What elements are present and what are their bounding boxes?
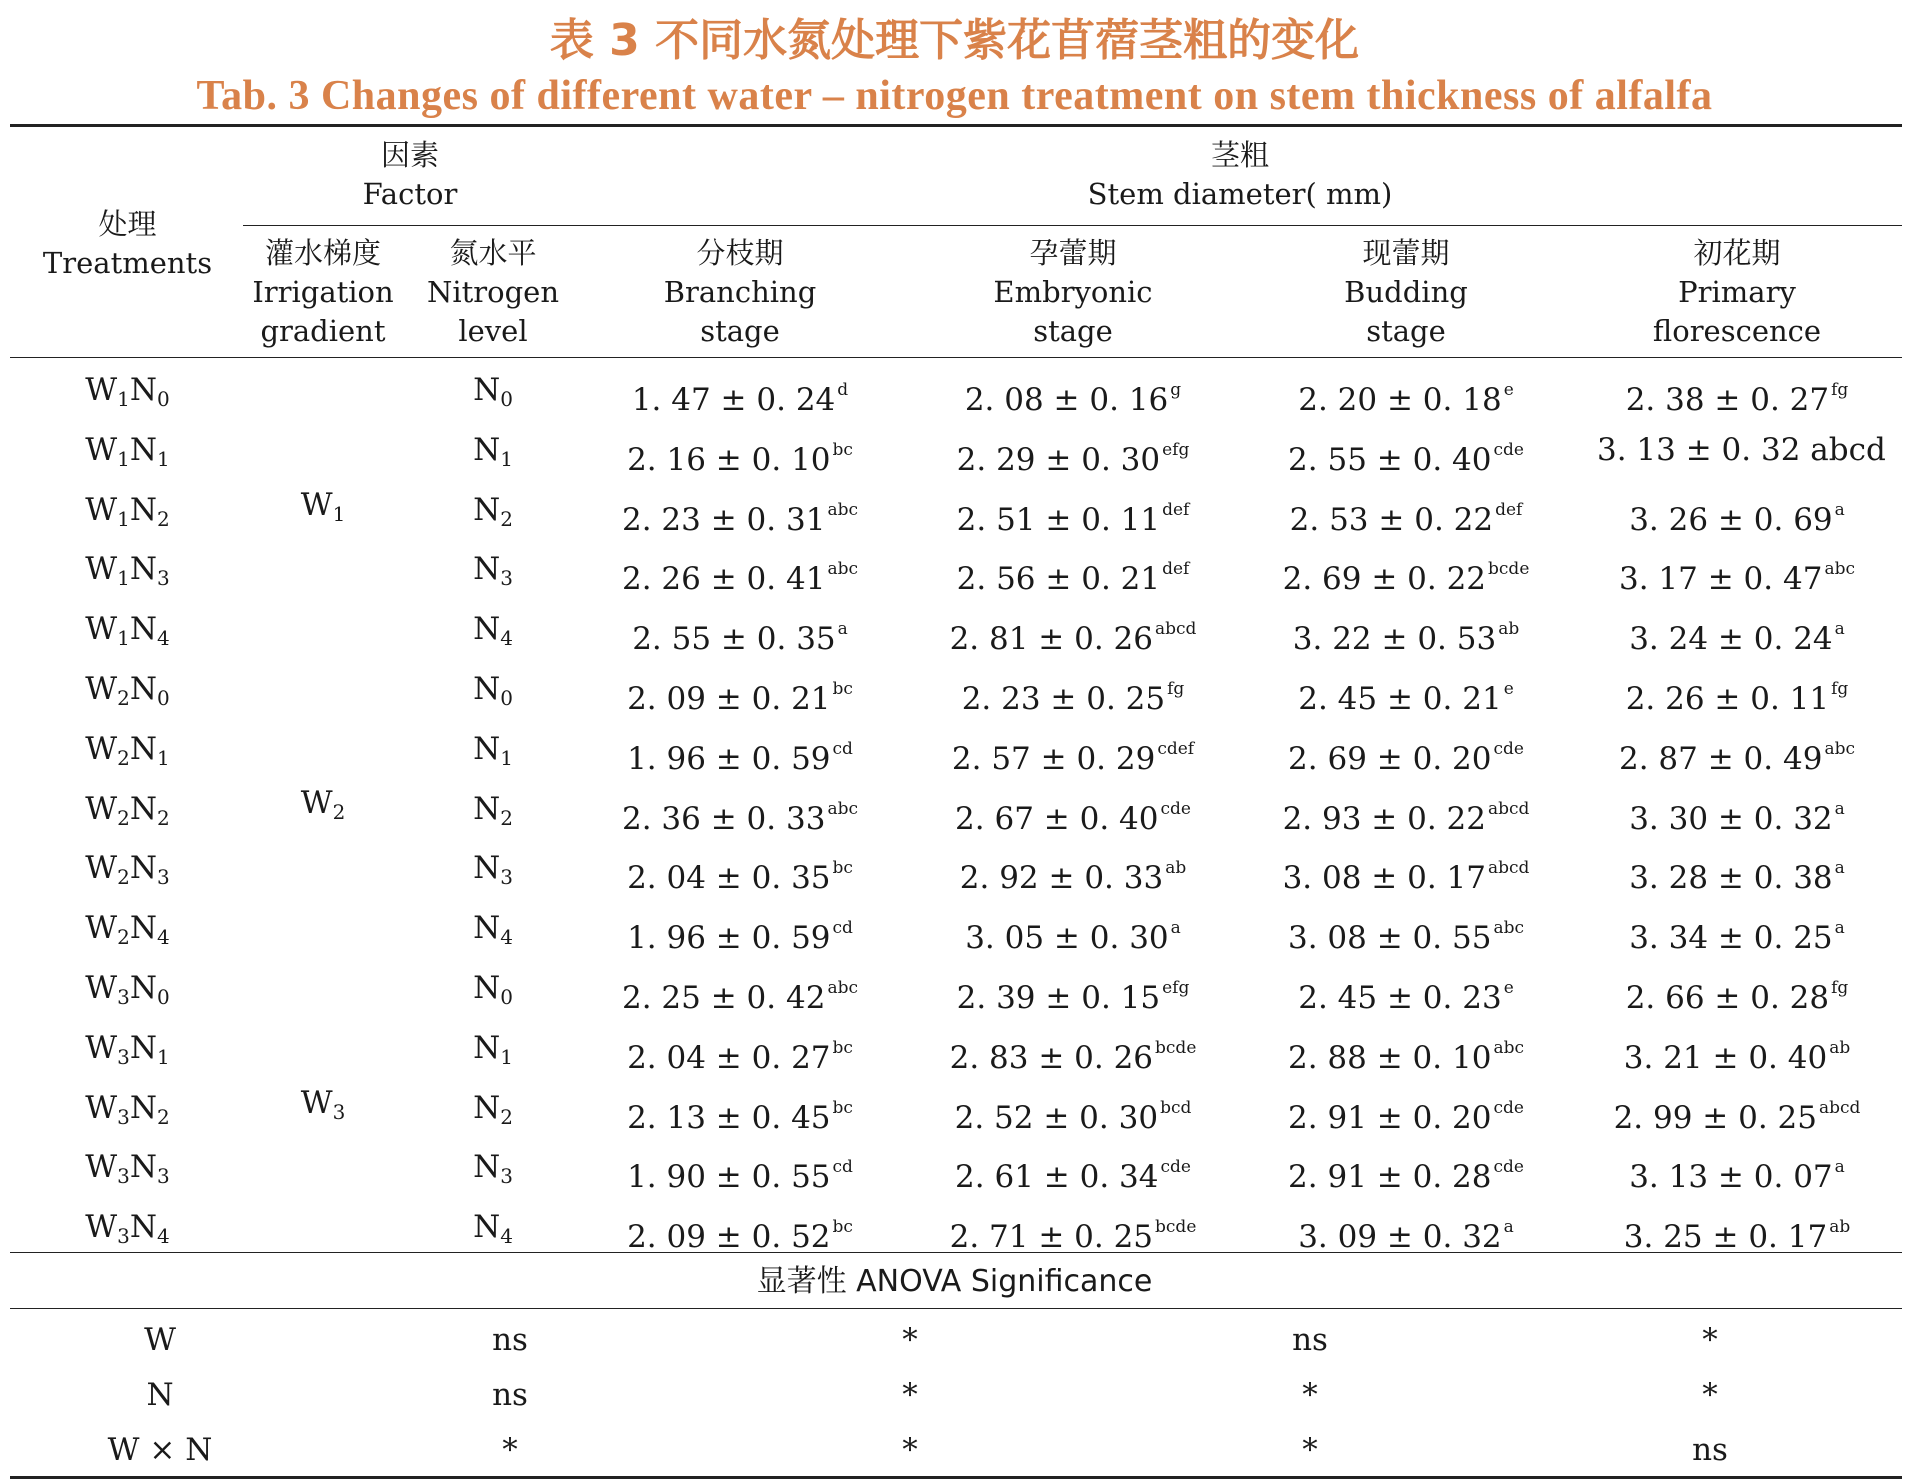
header-stage3-en1: Budding [1344,275,1468,309]
embryonic-value: 2. 83 ± 0. 26 $^{bcde}$ [949,1038,1197,1076]
treatment-label: $W_3N_3$ [85,1149,170,1188]
significance-value: ns [492,1322,528,1358]
header-irrigation-en1: Irrigation [252,275,394,309]
embryonic-value: 2. 29 ± 0. 30 $^{efg}$ [956,440,1190,478]
embryonic-value: 2. 39 ± 0. 15 $^{efg}$ [956,978,1190,1016]
header-stage1-zh: 分枝期 [696,236,784,270]
embryonic-value: 3. 05 ± 0. 30 $^a$ [965,918,1181,956]
budding-value: 3. 22 ± 0. 53 $^{ab}$ [1292,619,1520,657]
table-title-zh: 表 3 不同水氮处理下紫花苜蓿茎粗的变化 [549,15,1360,66]
header-nitrogen-en2: level [458,314,528,348]
primary-value: 2. 66 ± 0. 28 $^{fg}$ [1625,978,1849,1016]
branching-value: 2. 23 ± 0. 31 $^{abc}$ [622,500,858,538]
primary-value: 3. 30 ± 0. 32 $^a$ [1629,799,1845,837]
irrigation-group-w1: $W_1$ [300,487,346,526]
header-stage-primary [1617,234,1857,351]
significance-value: ns [1692,1432,1728,1468]
treatment-label: $W_1N_3$ [85,551,170,590]
header-stage3-en2: stage [1366,314,1446,348]
branching-value: 1. 90 ± 0. 55 $^{cd}$ [627,1157,853,1195]
bottom-rule [10,1476,1902,1479]
branching-value: 2. 13 ± 0. 45 $^{bc}$ [627,1098,853,1136]
significance-value: * [1302,1377,1318,1413]
significance-value: * [1702,1377,1718,1413]
treatment-label: $W_3N_1$ [85,1030,170,1069]
header-stage-embryonic [953,234,1193,351]
header-stage1-en2: stage [700,314,780,348]
primary-value: 3. 21 ± 0. 40 $^{ab}$ [1623,1038,1851,1076]
embryonic-value: 2. 56 ± 0. 21 $^{def}$ [956,559,1190,597]
branching-value: 1. 96 ± 0. 59 $^{cd}$ [627,918,853,956]
branching-value: 1. 47 ± 0. 24 $^d$ [631,380,849,418]
header-stage-budding [1286,234,1526,351]
primary-value: 2. 87 ± 0. 49 $^{abc}$ [1619,739,1855,777]
embryonic-value: 2. 92 ± 0. 33 $^{ab}$ [959,858,1187,896]
embryonic-value: 2. 08 ± 0. 16 $^g$ [964,380,1182,418]
branching-value: 2. 16 ± 0. 10 $^{bc}$ [627,440,853,478]
significance-factor: W × N [107,1432,213,1468]
treatment-label: $W_2N_1$ [85,731,170,770]
primary-value: 3. 24 ± 0. 24 $^a$ [1629,619,1845,657]
significance-value: * [1302,1432,1318,1468]
primary-value: 3. 13 ± 0. 07 $^a$ [1629,1157,1845,1195]
branching-value: 2. 55 ± 0. 35 $^a$ [632,619,848,657]
header-factor-en: Factor [362,177,458,211]
treatment-label: $W_1N_2$ [85,492,170,531]
treatment-label: $W_2N_0$ [85,671,170,710]
header-bottom-rule [10,357,1902,358]
significance-value: * [502,1432,518,1468]
header-stem-diameter [1040,136,1440,214]
branching-value: 2. 09 ± 0. 21 $^{bc}$ [627,679,853,717]
table-title-en: Tab. 3 Changes of different water – nitrogen treatment on stem thickness of alfalfa [196,73,1713,119]
nitrogen-level: $N_1$ [473,432,513,471]
header-irrigation [243,234,403,351]
primary-value: 3. 26 ± 0. 69 $^a$ [1629,500,1845,538]
header-factor-zh: 因素 [380,138,439,172]
header-nitrogen [418,234,568,351]
header-stage1-en1: Branching [663,275,817,309]
header-nitrogen-zh: 氮水平 [449,236,537,270]
nitrogen-level: $N_4$ [473,611,513,650]
treatment-label: $W_2N_4$ [85,910,170,949]
treatment-label: $W_3N_4$ [85,1209,170,1248]
branching-value: 1. 96 ± 0. 59 $^{cd}$ [627,739,853,777]
header-stage3-zh: 现蕾期 [1362,236,1450,270]
treatment-label: $W_2N_3$ [85,850,170,889]
budding-value: 2. 53 ± 0. 22 $^{def}$ [1289,500,1523,538]
header-treatments-zh: 处理 [98,207,157,241]
embryonic-value: 2. 52 ± 0. 30 $^{bcd}$ [954,1098,1192,1136]
header-stage4-en1: Primary [1678,275,1796,309]
significance-factor: W [144,1322,176,1358]
treatment-label: $W_2N_2$ [85,791,170,830]
nitrogen-level: $N_2$ [473,492,513,531]
header-factor [300,136,520,214]
budding-value: 3. 08 ± 0. 55 $^{abc}$ [1288,918,1524,956]
budding-value: 3. 08 ± 0. 17 $^{abcd}$ [1282,858,1530,896]
nitrogen-level: $N_3$ [473,850,513,889]
header-irrigation-en2: gradient [260,314,386,348]
nitrogen-level: $N_4$ [473,910,513,949]
nitrogen-level: $N_2$ [473,1090,513,1129]
header-treatments-en: Treatments [42,246,213,280]
budding-value: 2. 69 ± 0. 20 $^{cde}$ [1288,739,1524,777]
branching-value: 2. 04 ± 0. 35 $^{bc}$ [627,858,853,896]
significance-value: * [902,1322,918,1358]
nitrogen-level: $N_0$ [473,372,513,411]
nitrogen-level: $N_2$ [473,791,513,830]
budding-value: 2. 20 ± 0. 18 $^e$ [1298,380,1514,418]
embryonic-value: 2. 81 ± 0. 26 $^{abcd}$ [949,619,1197,657]
embryonic-value: 2. 23 ± 0. 25 $^{fg}$ [961,679,1185,717]
primary-value: 3. 25 ± 0. 17 $^{ab}$ [1623,1217,1851,1255]
treatment-label: $W_1N_1$ [85,432,170,471]
treatment-label: $W_1N_4$ [85,611,170,650]
embryonic-value: 2. 57 ± 0. 29 $^{cdef}$ [951,739,1195,777]
header-stage4-en2: florescence [1652,314,1822,348]
budding-value: 2. 45 ± 0. 23 $^e$ [1298,978,1514,1016]
embryonic-value: 2. 61 ± 0. 34 $^{cde}$ [955,1157,1191,1195]
primary-value: 3. 17 ± 0. 47 $^{abc}$ [1619,559,1855,597]
irrigation-group-w2: $W_2$ [300,785,346,824]
budding-value: 2. 69 ± 0. 22 $^{bcde}$ [1282,559,1530,597]
budding-value: 2. 91 ± 0. 20 $^{cde}$ [1288,1098,1524,1136]
significance-title: 显著性 ANOVA Significance [756,1264,1153,1299]
treatment-label: $W_3N_0$ [85,970,170,1009]
header-stage-branching [620,234,860,351]
primary-value: 2. 26 ± 0. 11 $^{fg}$ [1625,679,1849,717]
irrigation-group-w3: $W_3$ [300,1085,346,1124]
sig-header-rule [10,1308,1902,1309]
branching-value: 2. 36 ± 0. 33 $^{abc}$ [622,799,858,837]
header-stage2-en1: Embryonic [993,275,1153,309]
branching-value: 2. 25 ± 0. 42 $^{abc}$ [622,978,858,1016]
nitrogen-level: $N_3$ [473,1149,513,1188]
header-sub-rule [243,225,1902,226]
nitrogen-level: $N_4$ [473,1209,513,1248]
significance-factor: N [146,1377,174,1413]
embryonic-value: 2. 67 ± 0. 40 $^{cde}$ [955,799,1191,837]
top-rule [10,124,1902,127]
nitrogen-level: $N_3$ [473,551,513,590]
primary-value: 3. 28 ± 0. 38 $^a$ [1629,858,1845,896]
significance-value: * [1702,1322,1718,1358]
header-stem-zh: 茎粗 [1210,138,1269,172]
header-stage2-en2: stage [1033,314,1113,348]
header-nitrogen-en1: Nitrogen [426,275,560,309]
primary-value: 3. 13 ± 0. 32 abcd [1597,432,1886,468]
header-stage4-zh: 初花期 [1693,236,1781,270]
nitrogen-level: $N_0$ [473,970,513,1009]
significance-value: * [902,1377,918,1413]
nitrogen-level: $N_1$ [473,731,513,770]
embryonic-value: 2. 51 ± 0. 11 $^{def}$ [956,500,1190,538]
budding-value: 2. 88 ± 0. 10 $^{abc}$ [1288,1038,1524,1076]
nitrogen-level: $N_1$ [473,1030,513,1069]
branching-value: 2. 26 ± 0. 41 $^{abc}$ [622,559,858,597]
budding-value: 2. 93 ± 0. 22 $^{abcd}$ [1282,799,1530,837]
nitrogen-level: $N_0$ [473,671,513,710]
embryonic-value: 2. 71 ± 0. 25 $^{bcde}$ [949,1217,1197,1255]
primary-value: 2. 99 ± 0. 25 $^{abcd}$ [1613,1098,1861,1136]
budding-value: 2. 55 ± 0. 40 $^{cde}$ [1288,440,1524,478]
budding-value: 3. 09 ± 0. 32 $^a$ [1298,1217,1514,1255]
branching-value: 2. 04 ± 0. 27 $^{bc}$ [627,1038,853,1076]
header-stage2-zh: 孕蕾期 [1029,236,1117,270]
branching-value: 2. 09 ± 0. 52 $^{bc}$ [627,1217,853,1255]
header-irrigation-zh: 灌水梯度 [264,236,381,270]
significance-value: * [902,1432,918,1468]
header-treatments [30,205,225,283]
primary-value: 3. 34 ± 0. 25 $^a$ [1629,918,1845,956]
significance-value: ns [1292,1322,1328,1358]
budding-value: 2. 45 ± 0. 21 $^e$ [1298,679,1514,717]
significance-value: ns [492,1377,528,1413]
primary-value: 2. 38 ± 0. 27 $^{fg}$ [1625,380,1849,418]
header-stem-en: Stem diameter( mm) [1087,177,1393,211]
treatment-label: $W_3N_2$ [85,1090,170,1129]
budding-value: 2. 91 ± 0. 28 $^{cde}$ [1288,1157,1524,1195]
treatment-label: $W_1N_0$ [85,372,170,411]
